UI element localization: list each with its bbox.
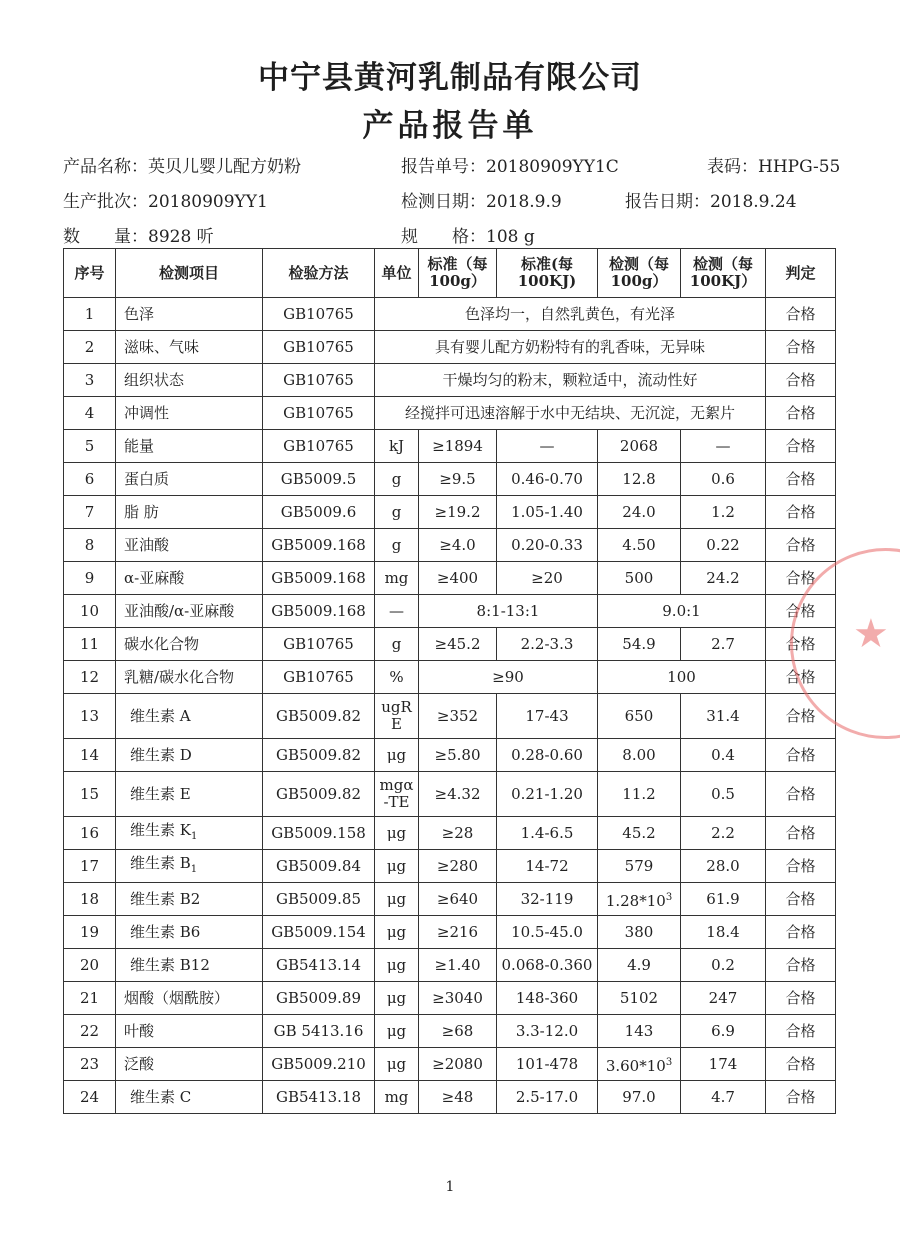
verdict: 合格 bbox=[766, 916, 836, 949]
test-item-label: 维生素 B2 bbox=[130, 889, 201, 908]
test-method: GB5009.168 bbox=[263, 595, 375, 628]
test-item-label: 维生素 B6 bbox=[130, 922, 201, 941]
result-per-100kj: 28.0 bbox=[681, 850, 766, 883]
result-per-100g bbox=[598, 628, 681, 661]
result-per-100g-value: 500 bbox=[624, 568, 654, 587]
test-item bbox=[116, 883, 263, 916]
col-header-std-100g: 标准（每100g） bbox=[419, 249, 497, 298]
test-method: GB 5413.16 bbox=[263, 1015, 375, 1048]
unit: μg bbox=[375, 739, 419, 772]
standard-per-100g: ≥3040 bbox=[419, 982, 497, 1015]
row-number: 15 bbox=[64, 772, 116, 817]
table-row bbox=[64, 1048, 836, 1081]
row-number: 20 bbox=[64, 949, 116, 982]
test-item bbox=[116, 694, 263, 739]
test-item bbox=[116, 1015, 263, 1048]
standard-per-100g: ≥4.0 bbox=[419, 529, 497, 562]
result-per-100g bbox=[598, 1015, 681, 1048]
row-number: 3 bbox=[64, 364, 116, 397]
unit: μg bbox=[375, 850, 419, 883]
standard-per-100kj: 0.28-0.60 bbox=[497, 739, 598, 772]
verdict: 合格 bbox=[766, 463, 836, 496]
standard-per-100kj: 32-119 bbox=[497, 883, 598, 916]
result-per-100g-value: 650 bbox=[624, 706, 654, 725]
result-per-100kj: — bbox=[681, 430, 766, 463]
verdict: 合格 bbox=[766, 949, 836, 982]
row-number: 24 bbox=[64, 1081, 116, 1114]
test-item bbox=[116, 628, 263, 661]
result-per-100g bbox=[598, 430, 681, 463]
table-row bbox=[64, 397, 836, 430]
test-item-label: 维生素 B12 bbox=[130, 955, 210, 974]
standard-per-100g: ≥640 bbox=[419, 883, 497, 916]
unit: μg bbox=[375, 982, 419, 1015]
test-item bbox=[116, 562, 263, 595]
verdict: 合格 bbox=[766, 694, 836, 739]
table-header-row bbox=[64, 249, 836, 298]
verdict: 合格 bbox=[766, 529, 836, 562]
test-method: GB5009.158 bbox=[263, 817, 375, 850]
result-per-100g-value: 1.28*10 bbox=[605, 891, 666, 910]
test-method: GB5009.89 bbox=[263, 982, 375, 1015]
test-item bbox=[116, 772, 263, 817]
requirement-description: 干燥均匀的粉末，颗粒适中，流动性好 bbox=[375, 364, 766, 397]
standard-per-100g: ≥1.40 bbox=[419, 949, 497, 982]
result-per-100g bbox=[598, 916, 681, 949]
result-per-100g-value: 2068 bbox=[619, 436, 659, 455]
test-item bbox=[116, 817, 263, 850]
verdict: 合格 bbox=[766, 628, 836, 661]
result-per-100g bbox=[598, 949, 681, 982]
standard-per-100g: ≥400 bbox=[419, 562, 497, 595]
result-ratio: 9.0:1 bbox=[598, 595, 766, 628]
row-number: 1 bbox=[64, 298, 116, 331]
result-per-100g-value: 5102 bbox=[619, 988, 659, 1007]
result-per-100kj: 0.22 bbox=[681, 529, 766, 562]
standard-per-100kj: 2.2-3.3 bbox=[497, 628, 598, 661]
verdict: 合格 bbox=[766, 982, 836, 1015]
col-header-method: 检验方法 bbox=[263, 249, 375, 298]
row-number: 9 bbox=[64, 562, 116, 595]
standard-per-100g: ≥48 bbox=[419, 1081, 497, 1114]
company-name: 中宁县黄河乳制品有限公司 bbox=[258, 60, 642, 96]
test-method: GB5009.210 bbox=[263, 1048, 375, 1081]
unit: kJ bbox=[375, 430, 419, 463]
result-per-100g-value: 380 bbox=[624, 922, 654, 941]
product-name: 产品名称：英贝儿婴儿配方奶粉 bbox=[63, 157, 301, 177]
standard-per-100g: ≥1894 bbox=[419, 430, 497, 463]
table-row bbox=[64, 364, 836, 397]
result-per-100g-value: 4.50 bbox=[622, 535, 656, 554]
standard-per-100g: ≥9.5 bbox=[419, 463, 497, 496]
unit: μg bbox=[375, 883, 419, 916]
requirement-description: 具有婴儿配方奶粉特有的乳香味，无异味 bbox=[375, 331, 766, 364]
page-number: 1 bbox=[445, 1179, 455, 1195]
row-number: 14 bbox=[64, 739, 116, 772]
result-per-100kj: 4.7 bbox=[681, 1081, 766, 1114]
result-per-100g bbox=[598, 694, 681, 739]
test-method: GB5009.5 bbox=[263, 463, 375, 496]
table-row bbox=[64, 850, 836, 883]
test-method: GB5009.6 bbox=[263, 496, 375, 529]
row-number: 11 bbox=[64, 628, 116, 661]
table-row bbox=[64, 883, 836, 916]
unit: mgα-TE bbox=[375, 772, 419, 817]
test-item-label: 色泽 bbox=[124, 304, 155, 323]
verdict: 合格 bbox=[766, 298, 836, 331]
standard-per-100kj: 148-360 bbox=[497, 982, 598, 1015]
col-header-result-100g: 检测（每100g） bbox=[598, 249, 681, 298]
row-number: 16 bbox=[64, 817, 116, 850]
table-row bbox=[64, 430, 836, 463]
standard-per-100kj: 0.21-1.20 bbox=[497, 772, 598, 817]
result-per-100g bbox=[598, 463, 681, 496]
result-per-100g-value: 579 bbox=[624, 856, 654, 875]
standard-per-100g: ≥68 bbox=[419, 1015, 497, 1048]
document-title: 产品报告单 bbox=[362, 108, 538, 144]
table-row bbox=[64, 916, 836, 949]
result-per-100kj: 18.4 bbox=[681, 916, 766, 949]
standard-per-100kj: 101-478 bbox=[497, 1048, 598, 1081]
standard-per-100kj: 0.20-0.33 bbox=[497, 529, 598, 562]
test-method: GB10765 bbox=[263, 430, 375, 463]
verdict: 合格 bbox=[766, 1081, 836, 1114]
col-header-unit: 单位 bbox=[375, 249, 419, 298]
standard-per-100g: ≥5.80 bbox=[419, 739, 497, 772]
test-date: 检测日期：2018.9.9 bbox=[401, 192, 562, 212]
standard-per-100kj: 1.4-6.5 bbox=[497, 817, 598, 850]
verdict: 合格 bbox=[766, 772, 836, 817]
row-number: 18 bbox=[64, 883, 116, 916]
result-per-100g bbox=[598, 1081, 681, 1114]
table-row bbox=[64, 562, 836, 595]
table-row bbox=[64, 331, 836, 364]
test-item-label: 维生素 D bbox=[130, 745, 192, 764]
verdict: 合格 bbox=[766, 496, 836, 529]
result-per-100kj: 0.4 bbox=[681, 739, 766, 772]
table-row bbox=[64, 595, 836, 628]
test-method: GB5413.18 bbox=[263, 1081, 375, 1114]
test-item-subscript: 1 bbox=[190, 863, 198, 875]
unit: — bbox=[375, 595, 419, 628]
result-per-100g bbox=[598, 529, 681, 562]
table-row bbox=[64, 739, 836, 772]
test-item-label: 维生素 K bbox=[130, 820, 191, 839]
test-item-label: 脂 肪 bbox=[124, 502, 159, 521]
result-per-100g-value: 8.00 bbox=[622, 745, 656, 764]
table-row bbox=[64, 1081, 836, 1114]
unit: mg bbox=[375, 562, 419, 595]
row-number: 17 bbox=[64, 850, 116, 883]
verdict: 合格 bbox=[766, 331, 836, 364]
test-item bbox=[116, 397, 263, 430]
row-number: 5 bbox=[64, 430, 116, 463]
verdict: 合格 bbox=[766, 850, 836, 883]
result-per-100g bbox=[598, 1048, 681, 1081]
result-per-100g-value: 3.60*10 bbox=[605, 1056, 666, 1075]
result-per-100kj: 0.2 bbox=[681, 949, 766, 982]
unit: mg bbox=[375, 1081, 419, 1114]
row-number: 22 bbox=[64, 1015, 116, 1048]
unit: μg bbox=[375, 1048, 419, 1081]
standard-per-100kj: — bbox=[497, 430, 598, 463]
result-per-100g bbox=[598, 883, 681, 916]
standard-ratio: ≥90 bbox=[419, 661, 598, 694]
table-row bbox=[64, 661, 836, 694]
standard-per-100g: ≥19.2 bbox=[419, 496, 497, 529]
test-item-label: 泛酸 bbox=[124, 1054, 155, 1073]
test-item-subscript: 1 bbox=[190, 830, 198, 842]
result-ratio: 100 bbox=[598, 661, 766, 694]
standard-per-100g: ≥4.32 bbox=[419, 772, 497, 817]
requirement-description: 色泽均一，自然乳黄色，有光泽 bbox=[375, 298, 766, 331]
star-icon: ★ bbox=[853, 611, 889, 657]
result-per-100g-value: 54.9 bbox=[622, 634, 656, 653]
unit: g bbox=[375, 496, 419, 529]
standard-per-100kj: 1.05-1.40 bbox=[497, 496, 598, 529]
test-item-label: 维生素 E bbox=[130, 784, 191, 803]
report-number: 报告单号：20180909YY1C bbox=[401, 157, 619, 177]
result-per-100g bbox=[598, 817, 681, 850]
verdict: 合格 bbox=[766, 562, 836, 595]
unit: g bbox=[375, 628, 419, 661]
production-batch: 生产批次：20180909YY1 bbox=[63, 192, 268, 212]
row-number: 4 bbox=[64, 397, 116, 430]
result-per-100kj: 1.2 bbox=[681, 496, 766, 529]
table-row bbox=[64, 529, 836, 562]
report-table bbox=[63, 248, 836, 1114]
test-item-label: 能量 bbox=[124, 436, 155, 455]
result-exponent: 3 bbox=[665, 891, 673, 903]
quantity: 数 量：8928 听 bbox=[63, 227, 214, 247]
test-method: GB5009.84 bbox=[263, 850, 375, 883]
col-header-std-100kj: 标准(每100KJ) bbox=[497, 249, 598, 298]
test-method: GB10765 bbox=[263, 331, 375, 364]
row-number: 2 bbox=[64, 331, 116, 364]
result-per-100g-value: 4.9 bbox=[627, 955, 651, 974]
result-per-100kj: 2.7 bbox=[681, 628, 766, 661]
table-row bbox=[64, 628, 836, 661]
standard-per-100kj: ≥20 bbox=[497, 562, 598, 595]
col-header-result-100kj: 检测（每100KJ） bbox=[681, 249, 766, 298]
test-method: GB5009.168 bbox=[263, 529, 375, 562]
standard-per-100g: ≥216 bbox=[419, 916, 497, 949]
verdict: 合格 bbox=[766, 817, 836, 850]
result-per-100kj: 174 bbox=[681, 1048, 766, 1081]
table-row bbox=[64, 463, 836, 496]
verdict: 合格 bbox=[766, 595, 836, 628]
test-item-label: α-亚麻酸 bbox=[124, 568, 185, 587]
test-item-label: 维生素 C bbox=[130, 1087, 192, 1106]
standard-per-100kj: 17-43 bbox=[497, 694, 598, 739]
standard-per-100g: ≥28 bbox=[419, 817, 497, 850]
standard-per-100g: ≥352 bbox=[419, 694, 497, 739]
row-number: 6 bbox=[64, 463, 116, 496]
test-item-label: 碳水化合物 bbox=[124, 634, 200, 653]
result-per-100g-value: 45.2 bbox=[622, 823, 656, 842]
row-number: 21 bbox=[64, 982, 116, 1015]
result-per-100kj: 6.9 bbox=[681, 1015, 766, 1048]
result-per-100g bbox=[598, 982, 681, 1015]
standard-per-100g: ≥280 bbox=[419, 850, 497, 883]
report-date: 报告日期：2018.9.24 bbox=[625, 192, 797, 212]
row-number: 10 bbox=[64, 595, 116, 628]
standard-per-100kj: 10.5-45.0 bbox=[497, 916, 598, 949]
unit: ugRE bbox=[375, 694, 419, 739]
row-number: 8 bbox=[64, 529, 116, 562]
standard-per-100g: ≥2080 bbox=[419, 1048, 497, 1081]
row-number: 19 bbox=[64, 916, 116, 949]
verdict: 合格 bbox=[766, 1015, 836, 1048]
test-item bbox=[116, 982, 263, 1015]
test-item bbox=[116, 1048, 263, 1081]
result-per-100g bbox=[598, 772, 681, 817]
standard-ratio: 8:1-13:1 bbox=[419, 595, 598, 628]
standard-per-100kj: 14-72 bbox=[497, 850, 598, 883]
test-item bbox=[116, 463, 263, 496]
result-per-100g-value: 97.0 bbox=[622, 1087, 656, 1106]
test-item bbox=[116, 916, 263, 949]
test-item bbox=[116, 850, 263, 883]
test-item-label: 维生素 A bbox=[130, 706, 191, 725]
result-per-100g bbox=[598, 496, 681, 529]
test-method: GB5009.82 bbox=[263, 772, 375, 817]
test-method: GB5009.85 bbox=[263, 883, 375, 916]
test-method: GB5009.168 bbox=[263, 562, 375, 595]
test-item-label: 乳糖/碳水化合物 bbox=[124, 667, 235, 686]
test-item bbox=[116, 298, 263, 331]
form-code: 表码：HHPG-55 bbox=[707, 157, 841, 177]
table-row bbox=[64, 772, 836, 817]
test-method: GB5413.14 bbox=[263, 949, 375, 982]
test-item-label: 烟酸（烟酰胺） bbox=[124, 988, 230, 1007]
verdict: 合格 bbox=[766, 661, 836, 694]
result-per-100kj: 0.6 bbox=[681, 463, 766, 496]
test-item-label: 亚油酸 bbox=[124, 535, 170, 554]
table-row bbox=[64, 817, 836, 850]
table-row bbox=[64, 694, 836, 739]
row-number: 7 bbox=[64, 496, 116, 529]
result-per-100kj: 24.2 bbox=[681, 562, 766, 595]
table-row bbox=[64, 982, 836, 1015]
verdict: 合格 bbox=[766, 364, 836, 397]
standard-per-100kj: 0.068-0.360 bbox=[497, 949, 598, 982]
test-item-label: 亚油酸/α-亚麻酸 bbox=[124, 601, 235, 620]
col-header-no: 序号 bbox=[64, 249, 116, 298]
result-per-100kj: 31.4 bbox=[681, 694, 766, 739]
test-method: GB5009.82 bbox=[263, 694, 375, 739]
table-row bbox=[64, 949, 836, 982]
result-per-100kj: 2.2 bbox=[681, 817, 766, 850]
test-item bbox=[116, 595, 263, 628]
table-row bbox=[64, 496, 836, 529]
row-number: 13 bbox=[64, 694, 116, 739]
col-header-verdict: 判定 bbox=[766, 249, 836, 298]
verdict: 合格 bbox=[766, 430, 836, 463]
standard-per-100kj: 3.3-12.0 bbox=[497, 1015, 598, 1048]
result-per-100kj: 0.5 bbox=[681, 772, 766, 817]
result-per-100g-value: 143 bbox=[624, 1021, 654, 1040]
test-item-label: 维生素 B bbox=[130, 853, 191, 872]
test-item bbox=[116, 496, 263, 529]
test-item-label: 叶酸 bbox=[124, 1021, 155, 1040]
test-item bbox=[116, 430, 263, 463]
test-item-label: 蛋白质 bbox=[124, 469, 170, 488]
test-method: GB10765 bbox=[263, 298, 375, 331]
test-item bbox=[116, 949, 263, 982]
row-number: 12 bbox=[64, 661, 116, 694]
verdict: 合格 bbox=[766, 1048, 836, 1081]
result-per-100kj: 247 bbox=[681, 982, 766, 1015]
col-header-item: 检测项目 bbox=[116, 249, 263, 298]
verdict: 合格 bbox=[766, 739, 836, 772]
test-item-label: 冲调性 bbox=[124, 403, 170, 422]
unit: g bbox=[375, 463, 419, 496]
test-item-label: 组织状态 bbox=[124, 370, 185, 389]
standard-per-100kj: 0.46-0.70 bbox=[497, 463, 598, 496]
test-method: GB10765 bbox=[263, 661, 375, 694]
result-per-100kj: 61.9 bbox=[681, 883, 766, 916]
test-item bbox=[116, 661, 263, 694]
test-method: GB10765 bbox=[263, 397, 375, 430]
unit: g bbox=[375, 529, 419, 562]
result-per-100g-value: 12.8 bbox=[622, 469, 656, 488]
result-per-100g-value: 24.0 bbox=[622, 502, 656, 521]
test-item bbox=[116, 331, 263, 364]
test-method: GB10765 bbox=[263, 364, 375, 397]
test-item bbox=[116, 364, 263, 397]
unit: μg bbox=[375, 1015, 419, 1048]
unit: μg bbox=[375, 949, 419, 982]
unit: % bbox=[375, 661, 419, 694]
unit: μg bbox=[375, 916, 419, 949]
standard-per-100kj: 2.5-17.0 bbox=[497, 1081, 598, 1114]
table-row bbox=[64, 1015, 836, 1048]
result-per-100g bbox=[598, 850, 681, 883]
specification: 规 格：108 g bbox=[401, 227, 535, 247]
result-per-100g-value: 11.2 bbox=[622, 784, 656, 803]
standard-per-100g: ≥45.2 bbox=[419, 628, 497, 661]
requirement-description: 经搅拌可迅速溶解于水中无结块、无沉淀，无絮片 bbox=[375, 397, 766, 430]
test-method: GB5009.82 bbox=[263, 739, 375, 772]
row-number: 23 bbox=[64, 1048, 116, 1081]
test-item bbox=[116, 739, 263, 772]
test-item bbox=[116, 529, 263, 562]
verdict: 合格 bbox=[766, 397, 836, 430]
result-exponent: 3 bbox=[665, 1056, 673, 1068]
test-method: GB10765 bbox=[263, 628, 375, 661]
table-row bbox=[64, 298, 836, 331]
test-method: GB5009.154 bbox=[263, 916, 375, 949]
result-per-100g bbox=[598, 739, 681, 772]
test-item bbox=[116, 1081, 263, 1114]
test-item-label: 滋味、气味 bbox=[124, 337, 200, 356]
verdict: 合格 bbox=[766, 883, 836, 916]
result-per-100g bbox=[598, 562, 681, 595]
unit: μg bbox=[375, 817, 419, 850]
